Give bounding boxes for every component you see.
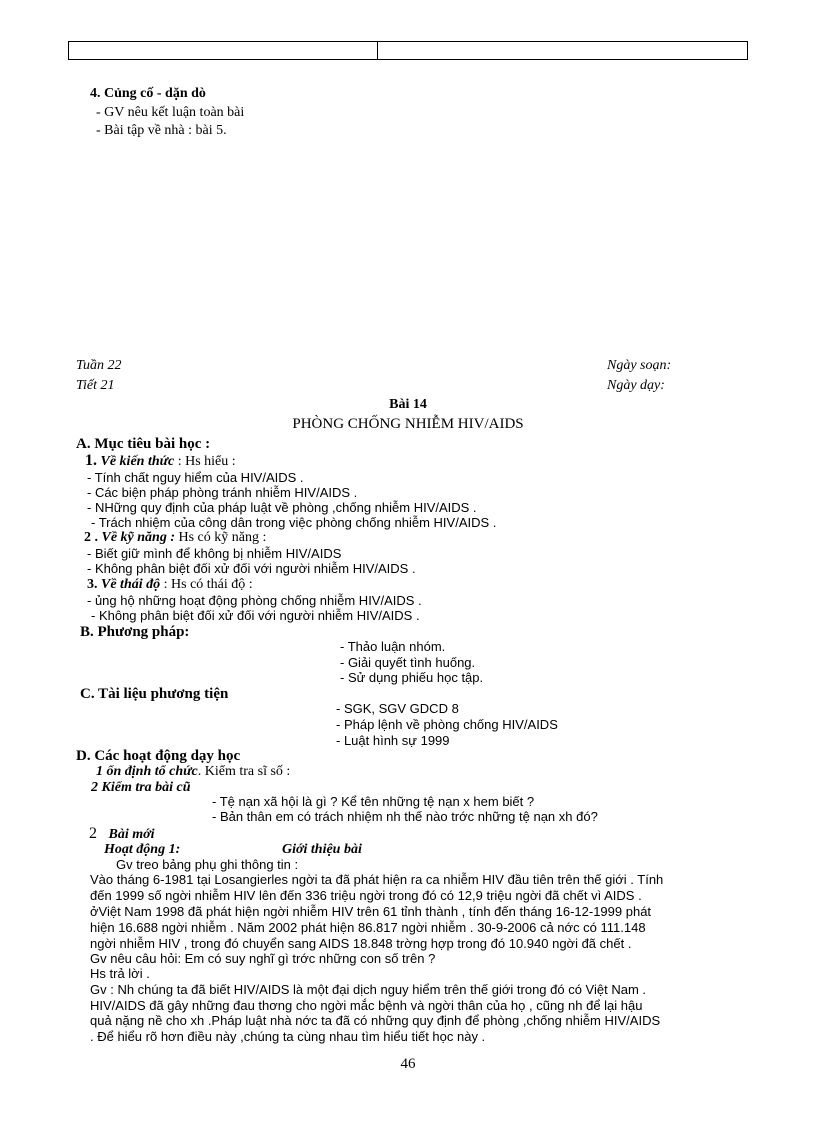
knowledge-heading — [85, 453, 236, 470]
body-line-8: Hs trả lời . — [90, 966, 150, 981]
stabilize-line — [96, 764, 290, 780]
material-item-3: - Luật hình sự 1999 — [336, 733, 450, 748]
body-line-11: quả nặng nề cho xh .Pháp luật nhà nớc ta đã có những quy định để phòng ,chống nhiễm HIV/AIDS — [90, 1013, 661, 1028]
check-question-2: - Bản thân em có trách nhiệm nh thế nào trớc những tệ nạn xh đó? — [212, 809, 598, 824]
skills-item-2: - Không phân biệt đối xử đối với người nhiễm HIV/AIDS . — [87, 561, 416, 576]
knowledge-item-2: - Các biện pháp phòng tránh nhiễm HIV/AIDS . — [87, 485, 358, 500]
material-item-1: - SGK, SGV GDCD 8 — [336, 701, 459, 716]
method-item-1: - Thảo luận nhóm. — [340, 639, 446, 654]
body-line-9: Gv : Nh chúng ta đã biết HIV/AIDS là một đại dịch nguy hiểm trên thế giới trong đó có Việt Nam . — [90, 982, 647, 997]
body-line-12: . Để hiểu rõ hơn điều này ,chúng ta cùng nhau tìm hiểu tiết học này . — [90, 1029, 486, 1044]
attitude-item-2: - Không phân biệt đối xử đối với người nhiễm HIV/AIDS . — [91, 608, 420, 623]
consolidation-heading: 4. Củng cố - dặn dò — [90, 86, 206, 101]
new-lesson-label: Bài mới — [108, 827, 155, 842]
week-label: Tuần 22 — [76, 358, 122, 373]
knowledge-item-4: - Trách nhiệm của công dân trong việc phòng chống nhiễm HIV/AIDS . — [91, 515, 497, 530]
body-line-3: đến 1999 số ngời nhiễm HIV lên đến 336 triệu ngời trong đó có 12,9 triệu ngời đã chết vì AIDS . — [90, 888, 642, 903]
stabilize-rest: . Kiểm tra sĩ số : — [197, 764, 291, 779]
body-line-7: Gv nêu câu hỏi: Em có suy nghĩ gì trớc những con số trên ? — [90, 951, 436, 966]
period-label: Tiết 21 — [76, 378, 115, 393]
section-c-heading: C. Tài liệu phương tiện — [80, 686, 229, 702]
new-lesson-num: 2 — [89, 825, 97, 842]
knowledge-label: Về kiến thức — [100, 454, 175, 469]
attitude-label: Về thái độ — [101, 577, 161, 592]
attitude-rest: : Hs có thái độ : — [160, 577, 253, 592]
section-a-heading: A. Mục tiêu bài học : — [76, 436, 211, 452]
body-line-6: ngời nhiễm HIV , trong đó chuyển sang AIDS 18.848 trờng hợp trong đó 10.940 ngời đã chết . — [90, 936, 632, 951]
material-item-2: - Pháp lệnh về phòng chống HIV/AIDS — [336, 717, 558, 732]
body-line-1: Gv treo bảng phụ ghi thông tin : — [116, 857, 299, 872]
section-b-heading: B. Phương pháp: — [80, 624, 190, 640]
body-line-4: ởViệt Nam 1998 đã phát hiện ngời nhiễm HIV trên 61 tỉnh thành , tính đến tháng 16-12-1999 phát — [90, 904, 652, 919]
attitude-heading — [87, 577, 253, 593]
attitude-item-1: - ủng hộ những hoạt động phòng chống nhiễm HIV/AIDS . — [87, 593, 422, 608]
new-lesson-heading — [89, 826, 155, 843]
skills-num: 2 . — [84, 530, 98, 545]
activity-label: Hoạt động 1: — [104, 842, 181, 857]
check-question-1: - Tệ nạn xã hội là gì ? Kể tên những tệ nạn x hem biết ? — [212, 794, 535, 809]
knowledge-item-3: - NHững quy định của pháp luật về phòng ,chống nhiễm HIV/AIDS . — [87, 500, 477, 515]
stabilize-label: 1 ổn định tổ chức — [96, 764, 198, 779]
lesson-number: Bài 14 — [389, 397, 427, 412]
skills-heading — [84, 530, 266, 546]
prep-date-label: Ngày soạn: — [607, 358, 672, 373]
skills-item-1: - Biết giữ mình để không bị nhiễm HIV/AIDS — [87, 546, 342, 561]
teach-date-label: Ngày dạy: — [607, 378, 665, 393]
activity-title: Giới thiệu bài — [282, 842, 362, 857]
consolidation-line-1: - GV nêu kết luận toàn bài — [96, 105, 245, 120]
method-item-3: - Sử dụng phiếu học tập. — [340, 670, 484, 685]
knowledge-rest: : Hs hiểu : — [174, 454, 236, 469]
skills-rest: Hs có kỹ năng : — [175, 530, 267, 545]
body-line-2: Vào tháng 6-1981 tại Losangierles ngời ta đã phát hiện ra ca nhiễm HIV đầu tiên trên thế giới . Tính — [90, 872, 664, 887]
skills-label: Về kỹ năng : — [101, 530, 175, 545]
knowledge-num: 1. — [85, 452, 97, 469]
header-table-cell-right — [378, 42, 747, 59]
header-table — [68, 41, 748, 60]
knowledge-item-1: - Tính chất nguy hiểm của HIV/AIDS . — [87, 470, 304, 485]
method-item-2: - Giải quyết tình huống. — [340, 655, 476, 670]
header-table-cell-left — [69, 42, 378, 59]
consolidation-line-2: - Bài tập về nhà : bài 5. — [96, 123, 227, 138]
lesson-title: PHÒNG CHỐNG NHIỄM HIV/AIDS — [292, 416, 524, 432]
attitude-num: 3. — [87, 577, 98, 592]
check-old-heading: 2 Kiểm tra bài cũ — [91, 780, 191, 795]
body-line-5: hiện 16.688 ngời nhiễm . Năm 2002 phát hiện 86.817 ngời nhiễm . 30-9-2006 cả nớc có 111.148 — [90, 920, 646, 935]
section-d-heading: D. Các hoạt động dạy học — [76, 748, 241, 764]
body-line-10: HIV/AIDS đã gây những đau thơng cho ngời mắc bệnh và ngời thân của họ , cũng nh để lại hậu — [90, 998, 643, 1013]
page-number: 46 — [400, 1056, 416, 1072]
